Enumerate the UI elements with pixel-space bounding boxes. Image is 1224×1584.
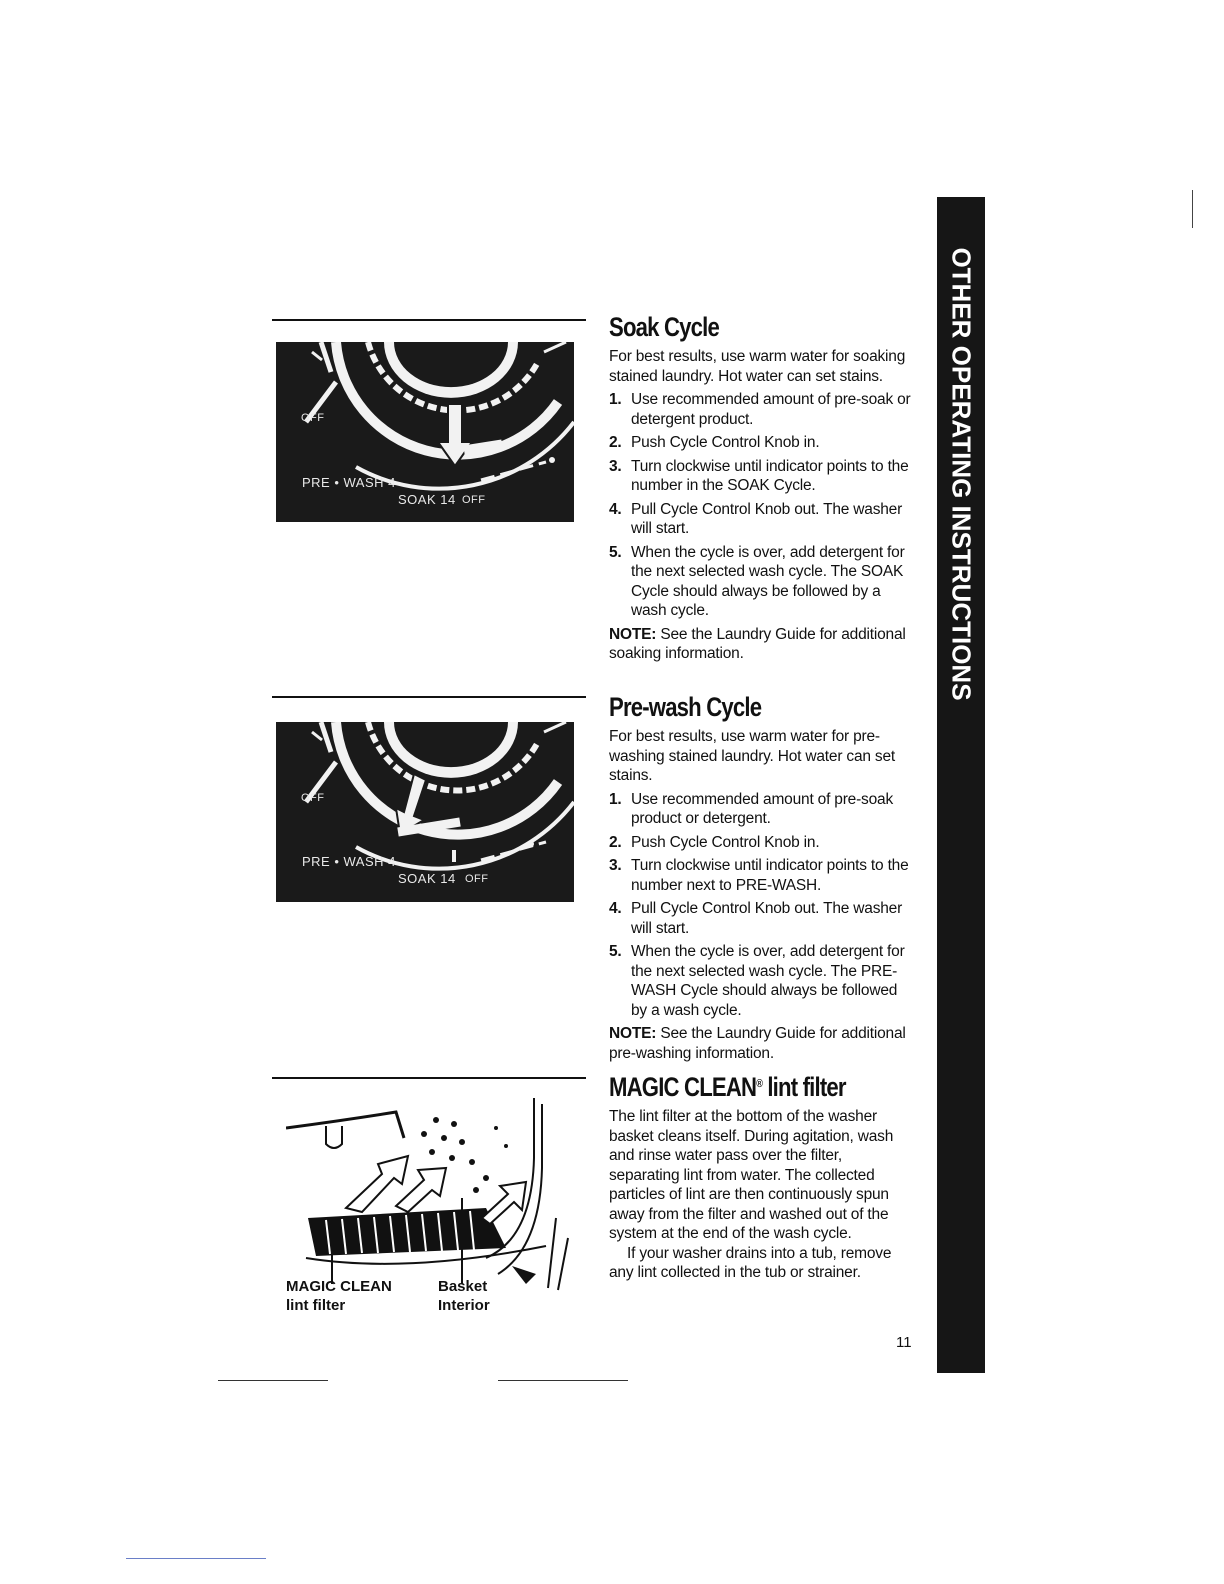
lint-filter-caption (286, 1277, 392, 1315)
note-text: See the Laundry Guide for additional soaking information. (609, 625, 906, 662)
step-text: When the cycle is over, add detergent for the next selected wash cycle. The SOAK Cycle should always be followed by a wash cycle. (631, 543, 905, 619)
step-number: 2. (609, 833, 622, 851)
page-edge-mark (1192, 190, 1193, 228)
step-text: When the cycle is over, add detergent for the next selected wash cycle. The PRE-WASH Cycle should always be followed by a wash cycle. (631, 943, 905, 1019)
step-text: Use recommended amount of pre-soak product or detergent. (631, 790, 893, 827)
prewash-dial-figure (276, 722, 574, 902)
prewash-steps (609, 790, 914, 1021)
step-text: Turn clockwise until indicator points to the number next to PRE-WASH. (631, 857, 909, 894)
step-text: Pull Cycle Control Knob out. The washer will start. (631, 500, 903, 537)
section-rule-prewash (272, 696, 586, 698)
step-item (609, 390, 914, 429)
lint-paragraph: If your washer drains into a tub, remove any lint collected in the tub or strainer. (609, 1244, 892, 1281)
step-number: 2. (609, 434, 622, 451)
soak-cycle-heading: Soak Cycle (609, 312, 719, 342)
step-item (609, 856, 914, 895)
section-tab-label: OTHER OPERATING INSTRUCTIONS (946, 247, 977, 701)
note-text: See the Laundry Guide for additional pre-washing information. (609, 1025, 906, 1062)
lint-filter-section (609, 1072, 914, 1283)
basket-interior-caption (438, 1277, 490, 1315)
step-item (609, 543, 914, 621)
lint-paragraph: The lint filter at the bottom of the washer basket cleans itself. During agitation, wash and rinse water pass over the filter, separating lint from water. The collected particles of lint are then continuously spun away from the filter and washed out of the system at the end of the wash cycle. (609, 1108, 894, 1242)
heading-text: MAGIC CLEAN (609, 1072, 757, 1102)
dial-prewash-label: PRE • WASH 4 (302, 475, 396, 490)
step-number: 4. (609, 500, 622, 518)
caption-line: Interior (438, 1297, 490, 1314)
soak-note (609, 625, 914, 664)
step-item (609, 433, 914, 453)
bottom-rule (218, 1380, 328, 1381)
lint-filter-heading (609, 1072, 859, 1103)
step-number: 1. (609, 790, 622, 808)
lint-filter-illustration (286, 1098, 586, 1296)
soak-steps (609, 390, 914, 621)
caption-line: lint filter (286, 1297, 346, 1314)
bottom-rule (498, 1380, 628, 1381)
step-number: 3. (609, 457, 622, 475)
soak-intro: For best results, use warm water for soaking stained laundry. Hot water can set stains. (609, 348, 906, 385)
note-label: NOTE: (609, 1025, 657, 1042)
dial-soak-off-label: OFF (462, 494, 486, 506)
soak-dial-figure (276, 342, 574, 522)
prewash-cycle-heading: Pre-wash Cycle (609, 692, 762, 722)
section-rule-lint (272, 1077, 586, 1079)
section-rule-soak (272, 319, 586, 321)
step-item (609, 942, 914, 1020)
step-number: 4. (609, 900, 622, 917)
dial-off-label: OFF (301, 792, 325, 804)
step-number: 3. (609, 857, 622, 874)
step-number: 5. (609, 543, 622, 561)
page-number: 11 (896, 1334, 912, 1351)
prewash-intro: For best results, use warm water for pre-washing stained laundry. Hot water can set stains. (609, 728, 895, 784)
dial-soak-label: SOAK 14 (398, 871, 456, 886)
registered-mark: ® (756, 1078, 763, 1090)
dial-prewash-label: PRE • WASH 4 (302, 854, 396, 869)
prewash-note (609, 1024, 914, 1063)
step-item (609, 500, 914, 539)
step-text: Use recommended amount of pre-soak or detergent product. (631, 391, 911, 428)
dial-off-label: OFF (301, 412, 325, 424)
heading-text: lint filter (762, 1072, 846, 1102)
prewash-cycle-section (609, 692, 914, 1063)
step-number: 5. (609, 943, 622, 960)
step-text: Push Cycle Control Knob in. (631, 434, 820, 451)
step-text: Turn clockwise until indicator points to the number in the SOAK Cycle. (631, 457, 909, 494)
step-item (609, 833, 914, 853)
caption-line: Basket (438, 1278, 488, 1295)
caption-line: MAGIC CLEAN (286, 1278, 392, 1295)
dial-soak-off-label: OFF (465, 873, 489, 885)
note-label: NOTE: (609, 625, 657, 643)
step-text: Pull Cycle Control Knob out. The washer will start. (631, 900, 903, 937)
bottom-rule (126, 1558, 266, 1559)
step-number: 1. (609, 391, 622, 408)
step-item (609, 899, 914, 938)
step-item (609, 457, 914, 496)
soak-cycle-section (609, 312, 914, 664)
dial-soak-label: SOAK 14 (398, 492, 456, 507)
step-item (609, 790, 914, 829)
step-text: Push Cycle Control Knob in. (631, 833, 820, 851)
